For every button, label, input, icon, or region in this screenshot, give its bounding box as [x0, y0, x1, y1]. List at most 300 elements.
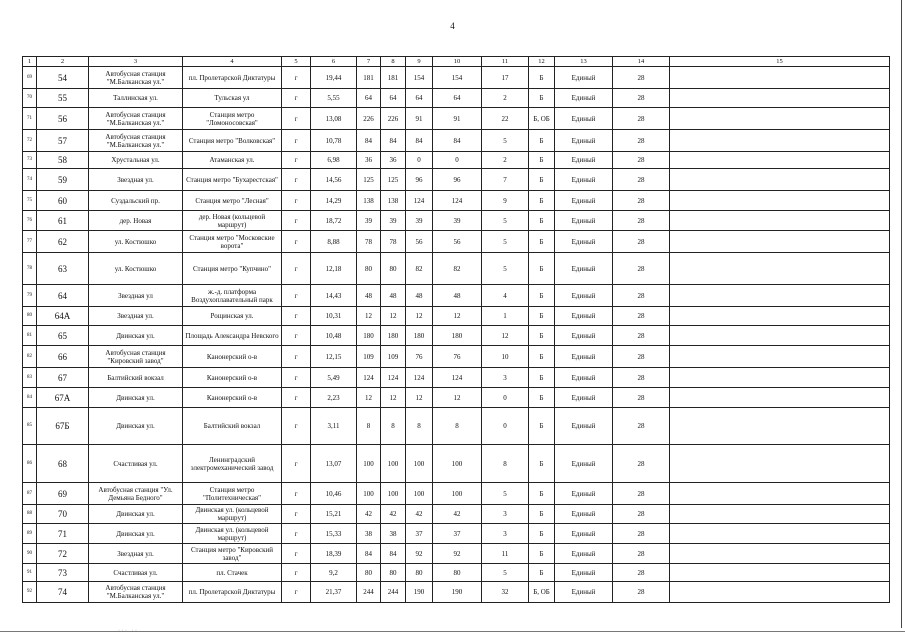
route-type: г — [282, 231, 311, 253]
vehicle-class: Б — [529, 388, 555, 408]
table-row — [23, 130, 890, 152]
column-header: 5 — [282, 57, 311, 67]
cell-7: 244 — [357, 582, 381, 603]
fare-value: 28 — [613, 368, 670, 388]
fare-type: Единый — [555, 445, 613, 483]
vehicle-class: Б — [529, 445, 555, 483]
column-header: 13 — [555, 57, 613, 67]
fare-value: 28 — [613, 483, 670, 505]
cell-10: 96 — [433, 169, 482, 191]
route-length: 10,31 — [311, 307, 357, 326]
cell-9: 180 — [406, 326, 433, 346]
row-index: 78 — [23, 253, 37, 285]
route-type: г — [282, 582, 311, 603]
vehicle-class: Б — [529, 89, 555, 108]
table-row — [23, 582, 890, 603]
row-index: 73 — [23, 152, 37, 169]
route-number: 62 — [37, 231, 89, 253]
route-number: 61 — [37, 211, 89, 231]
note — [670, 169, 890, 191]
cell-10: 84 — [433, 130, 482, 152]
cell-10: 82 — [433, 253, 482, 285]
cell-8: 226 — [381, 108, 406, 130]
vehicle-count: 0 — [482, 408, 529, 445]
cell-7: 80 — [357, 253, 381, 285]
cell-7: 80 — [357, 564, 381, 582]
route-number: 67А — [37, 388, 89, 408]
route-number: 73 — [37, 564, 89, 582]
route-length: 8,88 — [311, 231, 357, 253]
route-start: Автобусная станция "М.Балканская ул." — [89, 67, 183, 89]
cell-7: 48 — [357, 285, 381, 307]
note — [670, 67, 890, 89]
cell-8: 42 — [381, 505, 406, 524]
fare-type: Единый — [555, 169, 613, 191]
table-row — [23, 564, 890, 582]
route-type: г — [282, 253, 311, 285]
route-number: 68 — [37, 445, 89, 483]
route-length: 15,21 — [311, 505, 357, 524]
cell-8: 64 — [381, 89, 406, 108]
vehicle-class: Б — [529, 326, 555, 346]
route-end: Станция метро "Лесная" — [183, 191, 282, 211]
fare-value: 28 — [613, 346, 670, 368]
route-number: 72 — [37, 544, 89, 564]
route-end: Атаманская ул. — [183, 152, 282, 169]
route-end: Тульская ул — [183, 89, 282, 108]
cell-10: 80 — [433, 564, 482, 582]
cell-10: 39 — [433, 211, 482, 231]
vehicle-class: Б — [529, 564, 555, 582]
table-row — [23, 67, 890, 89]
note — [670, 231, 890, 253]
cell-9: 56 — [406, 231, 433, 253]
table-row — [23, 211, 890, 231]
table-row — [23, 445, 890, 483]
route-start: Двинская ул. — [89, 408, 183, 445]
fare-type: Единый — [555, 408, 613, 445]
vehicle-class: Б — [529, 544, 555, 564]
cell-8: 12 — [381, 307, 406, 326]
route-start: Звездная ул. — [89, 544, 183, 564]
cell-9: 91 — [406, 108, 433, 130]
route-start: Автобусная станция "М.Балканская ул." — [89, 582, 183, 603]
row-index: 79 — [23, 285, 37, 307]
cell-7: 12 — [357, 307, 381, 326]
cell-8: 48 — [381, 285, 406, 307]
note — [670, 191, 890, 211]
cell-8: 100 — [381, 445, 406, 483]
route-type: г — [282, 285, 311, 307]
cell-9: 42 — [406, 505, 433, 524]
route-type: г — [282, 130, 311, 152]
cell-7: 181 — [357, 67, 381, 89]
vehicle-class: Б — [529, 191, 555, 211]
fare-value: 28 — [613, 89, 670, 108]
table-row — [23, 408, 890, 445]
cell-10: 92 — [433, 544, 482, 564]
route-end: пл. Пролетарской Диктатуры — [183, 67, 282, 89]
route-start: Счастливая ул. — [89, 445, 183, 483]
table-row — [23, 505, 890, 524]
vehicle-count: 5 — [482, 483, 529, 505]
route-start: Звездная ул. — [89, 307, 183, 326]
route-end: Станция метро "Московские ворота" — [183, 231, 282, 253]
fare-type: Единый — [555, 388, 613, 408]
column-header: 8 — [381, 57, 406, 67]
cell-8: 125 — [381, 169, 406, 191]
route-type: г — [282, 524, 311, 544]
cell-8: 84 — [381, 544, 406, 564]
cell-9: 39 — [406, 211, 433, 231]
route-number: 69 — [37, 483, 89, 505]
route-number: 54 — [37, 67, 89, 89]
row-index: 86 — [23, 445, 37, 483]
route-length: 10,78 — [311, 130, 357, 152]
vehicle-count: 5 — [482, 130, 529, 152]
vehicle-count: 12 — [482, 326, 529, 346]
route-type: г — [282, 544, 311, 564]
cell-7: 109 — [357, 346, 381, 368]
route-type: г — [282, 505, 311, 524]
fare-value: 28 — [613, 152, 670, 169]
note — [670, 544, 890, 564]
cell-7: 39 — [357, 211, 381, 231]
route-end: Рощинская ул. — [183, 307, 282, 326]
route-start: ул. Костюшко — [89, 231, 183, 253]
fare-value: 28 — [613, 505, 670, 524]
note — [670, 130, 890, 152]
route-number: 63 — [37, 253, 89, 285]
vehicle-class: Б — [529, 307, 555, 326]
column-header: 3 — [89, 57, 183, 67]
cell-7: 124 — [357, 368, 381, 388]
row-index: 72 — [23, 130, 37, 152]
fare-value: 28 — [613, 544, 670, 564]
fare-type: Единый — [555, 346, 613, 368]
fare-type: Единый — [555, 152, 613, 169]
cell-8: 109 — [381, 346, 406, 368]
cell-9: 92 — [406, 544, 433, 564]
fare-type: Единый — [555, 231, 613, 253]
vehicle-class: Б — [529, 524, 555, 544]
page-number: 4 — [450, 21, 455, 31]
vehicle-count: 5 — [482, 564, 529, 582]
route-number: 66 — [37, 346, 89, 368]
cell-9: 100 — [406, 445, 433, 483]
cell-10: 12 — [433, 388, 482, 408]
row-index: 75 — [23, 191, 37, 211]
route-type: г — [282, 67, 311, 89]
fare-value: 28 — [613, 108, 670, 130]
column-header: 1 — [23, 57, 37, 67]
row-index: 89 — [23, 524, 37, 544]
route-start: Двинская ул. — [89, 505, 183, 524]
route-length: 9,2 — [311, 564, 357, 582]
vehicle-count: 3 — [482, 368, 529, 388]
route-length: 14,29 — [311, 191, 357, 211]
note — [670, 152, 890, 169]
fare-value: 28 — [613, 388, 670, 408]
route-end: Двинская ул. (кольцевой маршрут) — [183, 524, 282, 544]
vehicle-class: Б — [529, 169, 555, 191]
row-index: 77 — [23, 231, 37, 253]
route-end: Площадь Александра Невского — [183, 326, 282, 346]
cell-9: 190 — [406, 582, 433, 603]
vehicle-count: 10 — [482, 346, 529, 368]
cell-8: 78 — [381, 231, 406, 253]
fare-value: 28 — [613, 169, 670, 191]
cell-9: 96 — [406, 169, 433, 191]
note — [670, 368, 890, 388]
cell-10: 48 — [433, 285, 482, 307]
cell-7: 100 — [357, 445, 381, 483]
fare-type: Единый — [555, 483, 613, 505]
vehicle-count: 3 — [482, 505, 529, 524]
fare-value: 28 — [613, 231, 670, 253]
vehicle-class: Б — [529, 346, 555, 368]
cell-8: 180 — [381, 326, 406, 346]
vehicle-count: 5 — [482, 211, 529, 231]
fare-type: Единый — [555, 505, 613, 524]
route-end: Станция метро "Политехническая" — [183, 483, 282, 505]
cell-8: 39 — [381, 211, 406, 231]
vehicle-count: 1 — [482, 307, 529, 326]
cell-10: 100 — [433, 445, 482, 483]
route-end: Канонерский о-в — [183, 368, 282, 388]
cell-8: 8 — [381, 408, 406, 445]
vehicle-count: 5 — [482, 253, 529, 285]
row-index: 69 — [23, 67, 37, 89]
vehicle-class: Б, ОБ — [529, 582, 555, 603]
fare-type: Единый — [555, 108, 613, 130]
fare-value: 28 — [613, 582, 670, 603]
cell-10: 124 — [433, 191, 482, 211]
route-start: Таллинская ул. — [89, 89, 183, 108]
route-type: г — [282, 408, 311, 445]
fare-type: Единый — [555, 564, 613, 582]
fare-type: Единый — [555, 582, 613, 603]
cell-9: 12 — [406, 307, 433, 326]
cell-10: 12 — [433, 307, 482, 326]
vehicle-count: 11 — [482, 544, 529, 564]
route-number: 65 — [37, 326, 89, 346]
fare-type: Единый — [555, 307, 613, 326]
column-header: 15 — [670, 57, 890, 67]
route-type: г — [282, 152, 311, 169]
cell-7: 226 — [357, 108, 381, 130]
route-number: 57 — [37, 130, 89, 152]
note — [670, 307, 890, 326]
cell-7: 125 — [357, 169, 381, 191]
column-header: 9 — [406, 57, 433, 67]
fare-value: 28 — [613, 408, 670, 445]
cell-7: 84 — [357, 130, 381, 152]
vehicle-count: 22 — [482, 108, 529, 130]
cell-8: 38 — [381, 524, 406, 544]
vehicle-class: Б — [529, 152, 555, 169]
route-type: г — [282, 564, 311, 582]
cell-7: 100 — [357, 483, 381, 505]
route-type: г — [282, 346, 311, 368]
vehicle-count: 2 — [482, 89, 529, 108]
row-index: 87 — [23, 483, 37, 505]
fare-value: 28 — [613, 253, 670, 285]
table-row — [23, 285, 890, 307]
cell-7: 8 — [357, 408, 381, 445]
route-number: 59 — [37, 169, 89, 191]
route-length: 14,56 — [311, 169, 357, 191]
cell-10: 180 — [433, 326, 482, 346]
table-row — [23, 524, 890, 544]
vehicle-class: Б, ОБ — [529, 108, 555, 130]
route-start: Балтийский вокзал — [89, 368, 183, 388]
note — [670, 505, 890, 524]
row-index: 84 — [23, 388, 37, 408]
vehicle-class: Б — [529, 408, 555, 445]
table-row — [23, 388, 890, 408]
route-end: Канонерский о-в — [183, 346, 282, 368]
route-end: пл. Стачек — [183, 564, 282, 582]
scan-marks: · · · · · — [118, 628, 137, 634]
vehicle-count: 2 — [482, 152, 529, 169]
page-border-right — [901, 0, 902, 628]
cell-10: 64 — [433, 89, 482, 108]
cell-10: 91 — [433, 108, 482, 130]
cell-10: 124 — [433, 368, 482, 388]
route-end: Балтийский вокзал — [183, 408, 282, 445]
vehicle-class: Б — [529, 505, 555, 524]
table-row — [23, 346, 890, 368]
cell-7: 12 — [357, 388, 381, 408]
route-length: 12,15 — [311, 346, 357, 368]
route-length: 13,07 — [311, 445, 357, 483]
route-type: г — [282, 326, 311, 346]
cell-10: 190 — [433, 582, 482, 603]
route-length: 5,55 — [311, 89, 357, 108]
fare-value: 28 — [613, 307, 670, 326]
cell-9: 76 — [406, 346, 433, 368]
vehicle-class: Б — [529, 285, 555, 307]
route-length: 2,23 — [311, 388, 357, 408]
column-header: 2 — [37, 57, 89, 67]
row-index: 88 — [23, 505, 37, 524]
route-length: 10,48 — [311, 326, 357, 346]
column-header: 14 — [613, 57, 670, 67]
route-type: г — [282, 368, 311, 388]
route-length: 18,39 — [311, 544, 357, 564]
route-start: ул. Костюшко — [89, 253, 183, 285]
route-end: пл. Пролетарской Диктатуры — [183, 582, 282, 603]
route-length: 18,72 — [311, 211, 357, 231]
table-row — [23, 152, 890, 169]
note — [670, 388, 890, 408]
vehicle-count: 32 — [482, 582, 529, 603]
cell-8: 80 — [381, 564, 406, 582]
row-index: 82 — [23, 346, 37, 368]
route-end: ж.-д. платформа Воздухоплавательный парк — [183, 285, 282, 307]
route-number: 58 — [37, 152, 89, 169]
route-start: Счастливая ул. — [89, 564, 183, 582]
fare-type: Единый — [555, 89, 613, 108]
route-number: 71 — [37, 524, 89, 544]
cell-8: 12 — [381, 388, 406, 408]
note — [670, 346, 890, 368]
route-number: 70 — [37, 505, 89, 524]
table-row — [23, 368, 890, 388]
row-index: 92 — [23, 582, 37, 603]
fare-value: 28 — [613, 211, 670, 231]
cell-8: 100 — [381, 483, 406, 505]
fare-type: Единый — [555, 544, 613, 564]
vehicle-count: 9 — [482, 191, 529, 211]
cell-10: 8 — [433, 408, 482, 445]
cell-10: 76 — [433, 346, 482, 368]
note — [670, 483, 890, 505]
fare-type: Единый — [555, 211, 613, 231]
route-number: 56 — [37, 108, 89, 130]
vehicle-class: Б — [529, 67, 555, 89]
vehicle-count: 17 — [482, 67, 529, 89]
column-header: 6 — [311, 57, 357, 67]
note — [670, 408, 890, 445]
fare-value: 28 — [613, 326, 670, 346]
route-start: Звездная ул. — [89, 169, 183, 191]
cell-8: 124 — [381, 368, 406, 388]
route-length: 19,44 — [311, 67, 357, 89]
cell-9: 84 — [406, 130, 433, 152]
cell-10: 42 — [433, 505, 482, 524]
table-row — [23, 253, 890, 285]
cell-9: 154 — [406, 67, 433, 89]
route-start: Автобусная станция "Кировский завод" — [89, 346, 183, 368]
route-start: Двинская ул. — [89, 524, 183, 544]
route-length: 15,33 — [311, 524, 357, 544]
route-type: г — [282, 307, 311, 326]
route-length: 10,46 — [311, 483, 357, 505]
fare-type: Единый — [555, 191, 613, 211]
route-number: 67Б — [37, 408, 89, 445]
route-start: Суздальский пр. — [89, 191, 183, 211]
cell-7: 42 — [357, 505, 381, 524]
route-end: Станция метро "Кировский завод" — [183, 544, 282, 564]
cell-8: 244 — [381, 582, 406, 603]
row-index: 81 — [23, 326, 37, 346]
table-row — [23, 89, 890, 108]
cell-7: 138 — [357, 191, 381, 211]
route-number: 55 — [37, 89, 89, 108]
row-index: 70 — [23, 89, 37, 108]
vehicle-count: 0 — [482, 388, 529, 408]
route-length: 21,37 — [311, 582, 357, 603]
table-row — [23, 231, 890, 253]
route-end: Ленинградский электромеханический завод — [183, 445, 282, 483]
cell-7: 180 — [357, 326, 381, 346]
table-row — [23, 307, 890, 326]
cell-7: 84 — [357, 544, 381, 564]
route-start: Двинская ул. — [89, 388, 183, 408]
fare-value: 28 — [613, 564, 670, 582]
fare-type: Единый — [555, 524, 613, 544]
route-type: г — [282, 483, 311, 505]
row-index: 85 — [23, 408, 37, 445]
row-index: 90 — [23, 544, 37, 564]
table-row — [23, 483, 890, 505]
route-length: 6,98 — [311, 152, 357, 169]
cell-9: 12 — [406, 388, 433, 408]
table-row — [23, 191, 890, 211]
note — [670, 582, 890, 603]
